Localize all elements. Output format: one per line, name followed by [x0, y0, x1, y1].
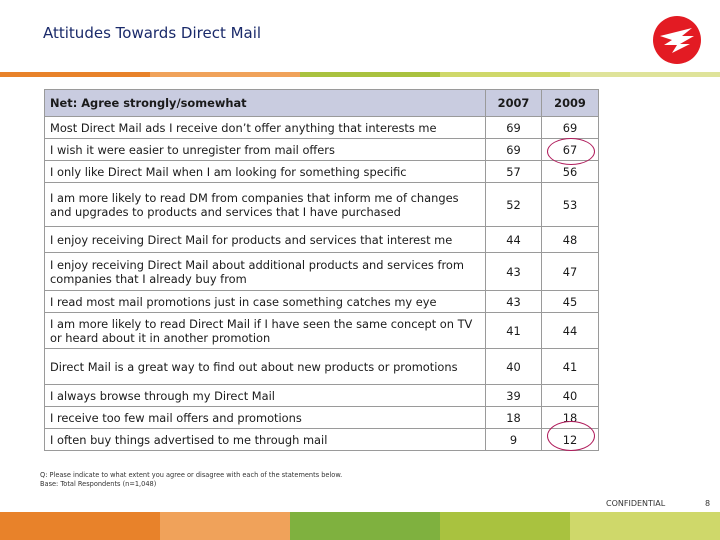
statement-cell: I receive too few mail offers and promotions: [45, 407, 486, 429]
statement-cell: I enjoy receiving Direct Mail about additional products and services from companies that I already buy from: [45, 253, 486, 291]
highlight-circle-12: [547, 421, 595, 451]
table-row: [45, 227, 599, 253]
value-2007: 9: [486, 429, 542, 451]
statement-cell: Direct Mail is a great way to find out about new products or promotions: [45, 349, 486, 385]
table-row: [45, 313, 599, 349]
statement-cell: I often buy things advertised to me through mail: [45, 429, 486, 451]
value-2007: 40: [486, 349, 542, 385]
canada-post-logo: [652, 15, 702, 65]
table-row: [45, 139, 599, 161]
table-row: [45, 253, 599, 291]
value-2009: 12: [542, 429, 599, 451]
agreement-table: [44, 89, 599, 451]
table-row: [45, 183, 599, 227]
value-2009: 18: [542, 407, 599, 429]
value-2007: 57: [486, 161, 542, 183]
value-2009: 53: [542, 183, 599, 227]
value-2009: 67: [542, 139, 599, 161]
value-2007: 52: [486, 183, 542, 227]
footnote-question: Q: Please indicate to what extent you agree or disagree with each of the statements below.: [40, 471, 343, 479]
confidential-label: CONFIDENTIAL: [606, 499, 666, 508]
value-2009: 48: [542, 227, 599, 253]
value-2007: 43: [486, 253, 542, 291]
value-2009: 56: [542, 161, 599, 183]
table-row: [45, 407, 599, 429]
header-2007: 2007: [486, 90, 542, 117]
header-2009: 2009: [542, 90, 599, 117]
page-number: 8: [705, 499, 711, 508]
value-2007: 69: [486, 139, 542, 161]
table-row: [45, 429, 599, 451]
value-2009: 69: [542, 117, 599, 139]
value-2007: 44: [486, 227, 542, 253]
statement-cell: I am more likely to read DM from companies that inform me of changes and upgrades to products and services that I have purchased: [45, 183, 486, 227]
value-2007: 69: [486, 117, 542, 139]
table-row: [45, 349, 599, 385]
table-row: [45, 161, 599, 183]
footnote: [40, 471, 342, 489]
footnote-base: Base: Total Respondents (n=1,048): [40, 480, 157, 488]
table-row: [45, 385, 599, 407]
slide-title: Attitudes Towards Direct Mail: [43, 24, 262, 42]
value-2007: 41: [486, 313, 542, 349]
statement-cell: I read most mail promotions just in case something catches my eye: [45, 291, 486, 313]
value-2007: 43: [486, 291, 542, 313]
table-row: [45, 291, 599, 313]
value-2009: 45: [542, 291, 599, 313]
statement-cell: I only like Direct Mail when I am looking for something specific: [45, 161, 486, 183]
value-2007: 39: [486, 385, 542, 407]
value-2009: 41: [542, 349, 599, 385]
statement-cell: I am more likely to read Direct Mail if I have seen the same concept on TV or heard about it in another promotion: [45, 313, 486, 349]
statement-cell: Most Direct Mail ads I receive don’t offer anything that interests me: [45, 117, 486, 139]
table-row: [45, 117, 599, 139]
value-2009: 40: [542, 385, 599, 407]
value-2009: 44: [542, 313, 599, 349]
header-net-label: Net: Agree strongly/somewhat: [45, 90, 486, 117]
statement-cell: I wish it were easier to unregister from mail offers: [45, 139, 486, 161]
top-color-stripe: [0, 72, 720, 77]
value-2007: 18: [486, 407, 542, 429]
statement-cell: I always browse through my Direct Mail: [45, 385, 486, 407]
statement-cell: I enjoy receiving Direct Mail for products and services that interest me: [45, 227, 486, 253]
highlight-circle-67: [547, 138, 595, 165]
table-header-row: [45, 90, 599, 117]
bottom-color-bar: [0, 512, 720, 540]
value-2009: 47: [542, 253, 599, 291]
